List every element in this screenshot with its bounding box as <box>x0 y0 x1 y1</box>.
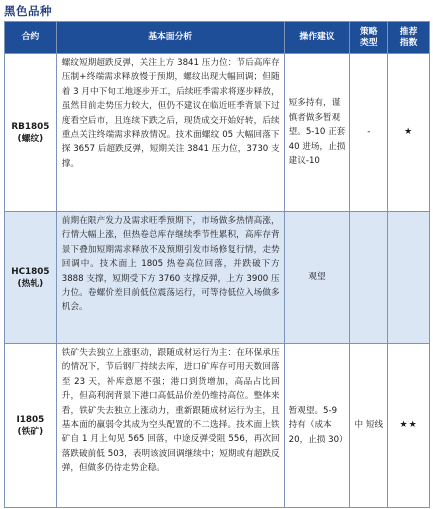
strategy-type-cell <box>349 212 387 343</box>
contract-code: RB1805 <box>11 121 50 132</box>
advice-cell: 短多持有，谨慎者做多暂观望。5-10 正套 40 进场，止损建议-10 <box>284 54 350 211</box>
analysis-cell: 前期在限产发力及需求旺季预期下，市场做多热情高涨，行情大幅上涨，但热卷总库存继续季节性累积，高库存背景下叠加短期需求释放不及预期引发市场修复行情，走势回调中。技术面上 1805 热卷高位回落，并跌破下方 3888 支撑，短期受下方 3760 支撑反弹，上方 3900 压力位。卷螺价差目前低位震荡运行，可等待低位入场做多机会。 <box>56 212 284 343</box>
contract-cell <box>5 54 56 211</box>
contract-cell <box>5 212 56 343</box>
header-strategy-type-line1: 策略 <box>359 26 378 37</box>
header-recommend-index <box>387 22 429 53</box>
analysis-cell: 铁矿失去独立上涨驱动，跟随成材运行为主：在环保承压的情况下，节后钢厂持续去库，进口矿库存可用天数回落至 23 天，补库意愿不强；港口到货增加，高品占比回升，但高利润背景下港口高低品价差仍维持高位。整体来看，铁矿失去独立上涨动力，重新跟随成材运行为主，且基本面的羸弱令其成为空头配置的不二选择。技术面上铁矿自 1 月上旬见 565 回落，中途反弹受阻 556，再次回落跌破前低 503，表明该波回调继续中；短期或有超跌反弹，但做多仍待走势企稳。 <box>56 344 284 507</box>
strategy-type-cell: - <box>349 54 387 211</box>
contract-name: (铁矿) <box>17 426 44 437</box>
contract-code: HC1805 <box>11 266 50 277</box>
analysis-cell: 螺纹短期超跌反弹，关注上方 3841 压力位：节后高库存压制+终端需求释放慢于预期，螺纹出现大幅回调；但随着 3 月中下旬工地逐步开工，后续旺季需求将逐步释放，虽然目前走势压力较大，但仍不建议在临近旺季背景下过度看空后市，且连续下跌之后，现货成交开始好转，后续重点关注终端需求释放情况。技术面螺纹 05 大幅回落下探 3657 后超跌反弹，短期关注 3841 压力位，3730 支撑。 <box>56 54 284 211</box>
header-recommend-index-line1: 推荐 <box>399 26 418 37</box>
contract-code: I1805 <box>16 414 45 425</box>
advice-cell: 暂观望。5-9 持有（成本 20，止损 30） <box>284 344 350 507</box>
table-row <box>5 343 429 507</box>
strategy-table <box>4 21 430 508</box>
recommend-index-star-icon: ★★ <box>387 344 429 507</box>
header-strategy-type <box>349 22 387 53</box>
advice-cell: 观望 <box>284 212 350 343</box>
header-recommend-index-line2: 指数 <box>399 37 418 48</box>
contract-name: (热轧) <box>17 278 44 289</box>
contract-name: (螺纹) <box>17 133 44 144</box>
header-contract: 合约 <box>21 32 40 42</box>
recommend-index-star-icon <box>387 212 429 343</box>
section-title: 黑色品种 <box>4 4 52 18</box>
contract-cell <box>5 344 56 507</box>
table-row <box>5 53 429 211</box>
recommend-index-star-icon: ★ <box>387 54 429 211</box>
table-header-row <box>5 22 429 53</box>
header-analysis: 基本面分析 <box>56 22 284 53</box>
strategy-type-cell: 中 短线 <box>349 344 387 507</box>
header-strategy-type-line2: 类型 <box>359 37 378 48</box>
header-advice: 操作建议 <box>284 22 350 53</box>
table-row <box>5 211 429 343</box>
